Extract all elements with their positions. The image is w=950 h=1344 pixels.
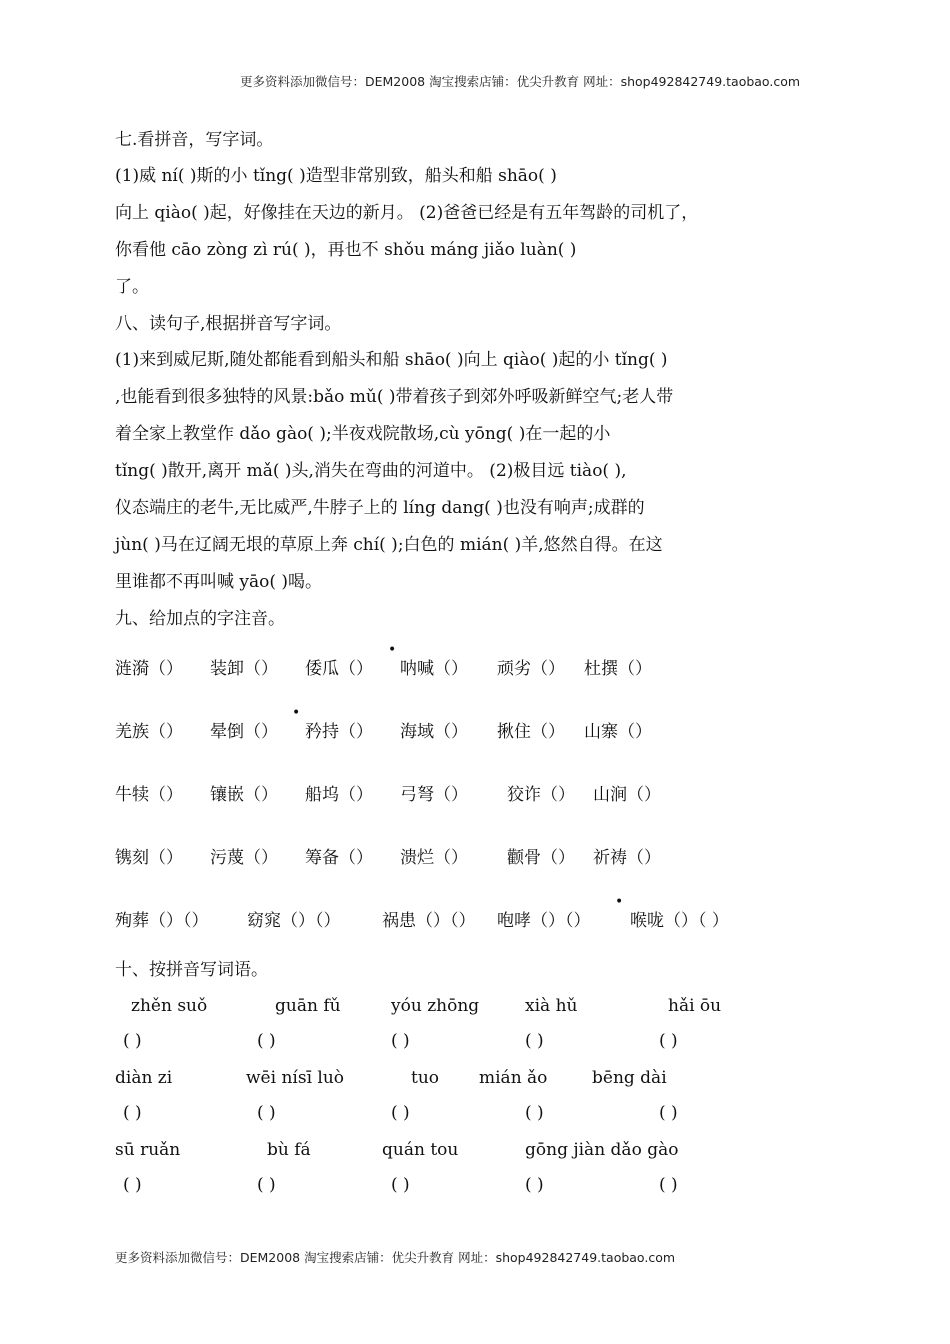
sec8-line: (1)来到威尼斯,随处都能看到船头和船 shāo( )向上 qiào( )起的小 tǐng( ) bbox=[115, 350, 668, 370]
answer-blank[interactable]: ( ) bbox=[525, 1031, 544, 1051]
word-item: 颧骨（） bbox=[507, 848, 575, 868]
word-item: 牛犊（） bbox=[115, 785, 183, 805]
word-item: 山涧（） bbox=[593, 785, 661, 805]
pinyin-item: xià hǔ bbox=[525, 996, 578, 1016]
pinyin-item: mián ǎo bbox=[479, 1068, 548, 1088]
section-7-title: 七.看拼音，写字词。 bbox=[115, 130, 274, 150]
phonetic-row bbox=[115, 848, 915, 868]
answer-blank[interactable]: ( ) bbox=[659, 1031, 678, 1051]
phonetic-row bbox=[115, 785, 915, 805]
pinyin-item: guān fǔ bbox=[275, 996, 341, 1016]
emphasis-dot: • bbox=[292, 705, 301, 721]
answer-blank[interactable]: ( ) bbox=[391, 1175, 410, 1195]
word-item: 喉咙（）（ ） bbox=[630, 911, 729, 931]
word-item: 顽劣（） bbox=[497, 659, 565, 679]
phonetic-row bbox=[115, 642, 915, 679]
answer-row bbox=[115, 1103, 915, 1123]
header-note: 更多资料添加微信号：DEM2008 淘宝搜索店铺：优尖升教育 网址：shop492842749.taobao.com bbox=[240, 74, 801, 89]
word-item: 污蔑（） bbox=[210, 848, 278, 868]
sec8-line: jùn( )马在辽阔无垠的草原上奔 chí( );白色的 mián( )羊,悠然自得。在这 bbox=[115, 535, 663, 555]
pinyin-row bbox=[115, 1068, 915, 1088]
section-9-title: 九、给加点的字注音。 bbox=[115, 609, 285, 629]
answer-blank[interactable]: ( ) bbox=[391, 1103, 410, 1123]
pinyin-item: tuo bbox=[411, 1068, 440, 1088]
word-item: 船坞（） bbox=[305, 785, 373, 805]
pinyin-row bbox=[115, 1140, 915, 1160]
word-item: 杜撰（） bbox=[584, 659, 652, 679]
pinyin-item: yóu zhōng bbox=[391, 996, 480, 1016]
pinyin-item: zhěn suǒ bbox=[131, 996, 208, 1016]
answer-row bbox=[115, 1175, 915, 1195]
emphasis-dot: • bbox=[388, 642, 397, 658]
word-item: 山寨（） bbox=[584, 722, 652, 742]
word-item: 殉葬（）（） bbox=[115, 911, 209, 931]
word-item: 溃烂（） bbox=[400, 848, 468, 868]
answer-blank[interactable]: ( ) bbox=[257, 1031, 276, 1051]
pinyin-item: sū ruǎn bbox=[115, 1140, 181, 1160]
answer-blank[interactable]: ( ) bbox=[123, 1175, 142, 1195]
word-item: 狡诈（） bbox=[507, 785, 575, 805]
pinyin-item: hǎi ōu bbox=[668, 996, 722, 1016]
pinyin-item: diàn zi bbox=[115, 1068, 173, 1088]
answer-blank[interactable]: ( ) bbox=[659, 1175, 678, 1195]
pinyin-item: quán tou bbox=[382, 1140, 459, 1160]
footer-note: 更多资料添加微信号：DEM2008 淘宝搜索店铺：优尖升教育 网址：shop492842749.taobao.com bbox=[115, 1250, 676, 1265]
sec7-line: (1)威 ní( )斯的小 tǐng( )造型非常别致，船头和船 shāo( ) bbox=[115, 166, 557, 186]
word-item: 揪住（） bbox=[497, 722, 565, 742]
sec8-line: ,也能看到很多独特的风景:bǎo mǔ( )带着孩子到郊外呼吸新鲜空气;老人带 bbox=[115, 387, 674, 407]
sec7-line: 向上 qiào( )起，好像挂在天边的新月。 (2)爸爸已经是有五年驾龄的司机了， bbox=[115, 203, 699, 223]
pinyin-row bbox=[115, 996, 915, 1016]
sec8-line: tǐng( )散开,离开 mǎ( )头,消失在弯曲的河道中。 (2)极目远 tiào( ), bbox=[115, 461, 627, 481]
section-8-title: 八、读句子,根据拼音写字词。 bbox=[115, 314, 342, 334]
answer-blank[interactable]: ( ) bbox=[257, 1175, 276, 1195]
answer-blank[interactable]: ( ) bbox=[123, 1031, 142, 1051]
word-item: 呐喊（） bbox=[400, 659, 468, 679]
answer-blank[interactable]: ( ) bbox=[123, 1103, 142, 1123]
sec8-line: 仪态端庄的老牛,无比威严,牛脖子上的 líng dang( )也没有响声;成群的 bbox=[115, 498, 645, 518]
phonetic-row bbox=[115, 894, 915, 931]
pinyin-item: wēi nísī luò bbox=[246, 1068, 345, 1088]
word-item: 镌刻（） bbox=[115, 848, 183, 868]
word-item: 镶嵌（） bbox=[210, 785, 278, 805]
word-item: 涟漪（） bbox=[115, 659, 183, 679]
pinyin-item: bēng dài bbox=[592, 1068, 667, 1088]
word-item: 倭瓜（） bbox=[305, 659, 373, 679]
word-item: 装卸（） bbox=[210, 659, 278, 679]
answer-blank[interactable]: ( ) bbox=[525, 1175, 544, 1195]
answer-row bbox=[115, 1031, 915, 1051]
word-item: 晕倒（） bbox=[210, 722, 278, 742]
emphasis-dot: • bbox=[615, 894, 624, 910]
word-item: 弓弩（） bbox=[400, 785, 468, 805]
word-item: 海域（） bbox=[400, 722, 468, 742]
word-item: 矜持（） bbox=[305, 722, 373, 742]
answer-blank[interactable]: ( ) bbox=[257, 1103, 276, 1123]
sec7-line: 你看他 cāo zòng zì rú( )，再也不 shǒu máng jiǎo luàn( ) bbox=[115, 240, 577, 260]
word-item: 祸患（）（） bbox=[382, 911, 476, 931]
phonetic-row bbox=[115, 705, 915, 742]
answer-blank[interactable]: ( ) bbox=[391, 1031, 410, 1051]
word-item: 筹备（） bbox=[305, 848, 373, 868]
pinyin-item: gōng jiàn dǎo gào bbox=[525, 1140, 679, 1160]
answer-blank[interactable]: ( ) bbox=[659, 1103, 678, 1123]
word-item: 祈祷（） bbox=[593, 848, 661, 868]
word-item: 咆哮（）（） bbox=[497, 911, 591, 931]
answer-blank[interactable]: ( ) bbox=[525, 1103, 544, 1123]
word-item: 窈窕（）（） bbox=[247, 911, 341, 931]
sec8-line: 着全家上教堂作 dǎo gào( );半夜戏院散场,cù yōng( )在一起的小 bbox=[115, 424, 611, 444]
word-item: 羌族（） bbox=[115, 722, 183, 742]
sec8-line: 里谁都不再叫喊 yāo( )喝。 bbox=[115, 572, 323, 592]
sec7-line: 了。 bbox=[115, 277, 149, 297]
pinyin-item: bù fá bbox=[267, 1140, 311, 1160]
section-10-title: 十、按拼音写词语。 bbox=[115, 960, 268, 980]
